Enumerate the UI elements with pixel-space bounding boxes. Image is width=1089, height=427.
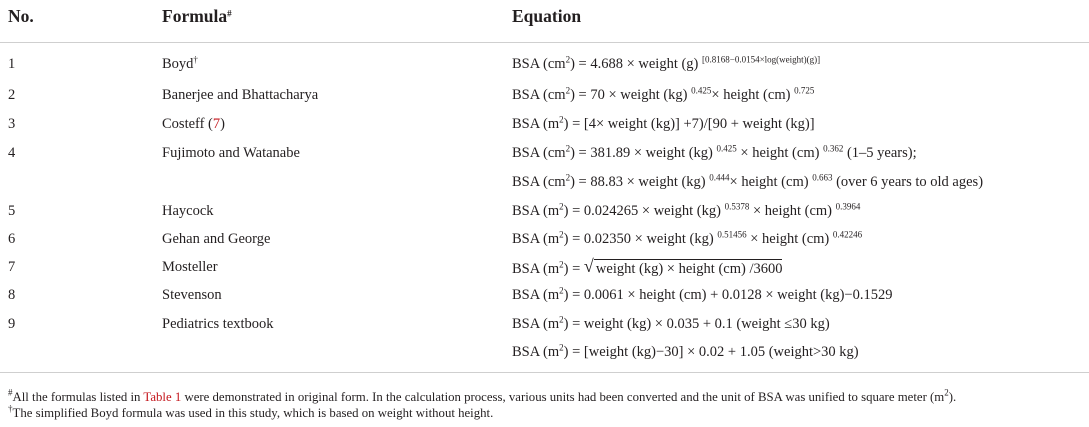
table-link[interactable]: Table 1 (143, 390, 182, 404)
cell-no: 1 (8, 56, 16, 72)
cell-equation: BSA $(m^2)$ = √ weight (kg) × height (cm) /3600 (512, 256, 783, 277)
table-row (0, 56, 1089, 82)
cell-no: 9 (8, 316, 16, 332)
header-formula-mark: # (227, 8, 232, 19)
table-row (0, 256, 1089, 285)
cell-equation: BSA $(m^2)$ = weight (kg) × 0.035 + 0.1 (weight ≤30 kg) (512, 314, 830, 332)
cell-formula: Haycock (162, 203, 214, 219)
table-row (0, 287, 1089, 313)
cell-equation: BSA $(cm^2) = 88.83$ × weight (kg) $^{0.444}$× height (cm) $^{0.663}$ (over 6 years to old ages) (512, 172, 984, 190)
header-formula: Formula# (162, 6, 232, 26)
table-row (0, 145, 1089, 171)
cell-formula: Boyd† (162, 54, 198, 72)
cell-formula: Fujimoto and Watanabe (162, 145, 300, 161)
reference-link[interactable]: 7 (212, 116, 221, 132)
cell-equation: BSA $(m^2) = [4\times$ weight (kg)] +7)/[90 + weight (kg)] (512, 114, 815, 132)
header-equation: Equation (512, 6, 582, 26)
table-row (0, 344, 1089, 370)
cell-equation: BSA $(m^2) = 0.02350$ × weight (kg) $^{0.51456}$ × height (cm) $^{0.42246}$ (512, 229, 863, 247)
cell-no: 4 (8, 145, 16, 161)
cell-equation: BSA $(m^2) = 0.0061$ × height (cm) + 0.0128 × weight (kg)−0.1529 (512, 285, 893, 303)
cell-equation: BSA $(m^2)$ = [weight (kg)−30] × 0.02 + 1.05 (weight>30 kg) (512, 342, 859, 360)
cell-no: 6 (8, 231, 16, 247)
cell-formula: Mosteller (162, 259, 218, 275)
cell-no: 8 (8, 287, 16, 303)
table-row (0, 174, 1089, 200)
cell-no: 5 (8, 203, 16, 219)
table-bottom-rule (0, 372, 1089, 373)
cell-equation: BSA $(cm^2) = 4.688$ × weight (g) [0.8168−0.0154×log(weight)(g)] (512, 54, 821, 72)
cell-no: 2 (8, 87, 16, 103)
cell-formula: Gehan and George (162, 231, 271, 247)
cell-no: 7 (8, 259, 16, 275)
cell-formula: Banerjee and Bhattacharya (162, 87, 319, 103)
square-root: √ weight (kg) × height (cm) /3600 (583, 256, 783, 277)
radical-icon: √ (583, 256, 594, 276)
table-row (0, 116, 1089, 142)
cell-formula: Costeff (7) (162, 116, 225, 132)
table-row (0, 231, 1089, 257)
table-row (0, 316, 1089, 342)
cell-equation: BSA $(cm^2) = 381.89$ × weight (kg) $^{0.425}$ × height (cm) $^{0.362}$ (1–5 years); (512, 143, 917, 161)
cell-formula: Stevenson (162, 287, 222, 303)
table-row (0, 203, 1089, 229)
table-header (0, 0, 1089, 43)
footnote-units: #All the formulas listed in Table 1 were demonstrated in original form. In the calculation process, various units had been converted and the unit of BSA was unified to square meter $(m^2)$. (8, 387, 957, 404)
header-no: No. (8, 6, 34, 26)
footnote-boyd: †The simplified Boyd formula was used in this study, which is based on weight without height. (8, 403, 494, 420)
cell-no: 3 (8, 116, 16, 132)
cell-formula: Pediatrics textbook (162, 316, 274, 332)
cell-equation: BSA $(m^2) = 0.024265$ × weight (kg) $^{0.5378}$ × height (cm) $^{0.3964}$ (512, 201, 861, 219)
table-row (0, 87, 1089, 113)
cell-equation: BSA $(cm^2) = 70$ × weight (kg) $^{0.425}$× height (cm) $^{0.725}$ (512, 85, 815, 103)
